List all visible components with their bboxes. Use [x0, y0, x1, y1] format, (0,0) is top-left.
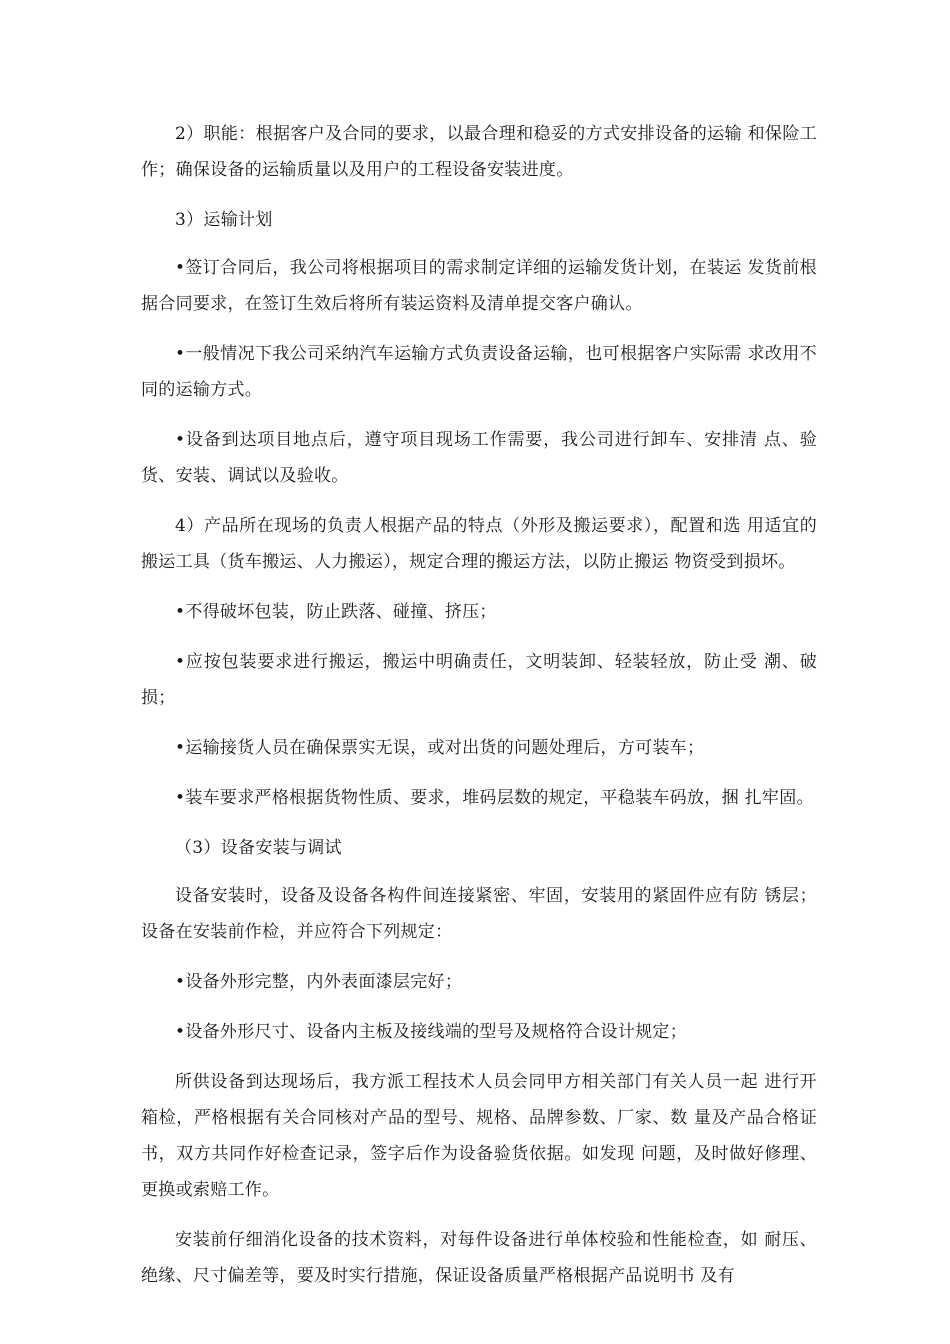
paragraph-pre-installation: 安装前仔细消化设备的技术资料，对每件设备进行单体校验和性能检查，如 耐压、绝缘、尺寸偏差等，要及时实行措施，保证设备质量严格根据产品说明书 及有	[141, 1230, 817, 1286]
paragraph-handling-tools: 4）产品所在现场的负责人根据产品的特点（外形及搬运要求），配置和选 用适宜的搬运工具（货车搬运、人力搬运），规定合理的搬运方法，以防止搬运 物资受到损坏。	[141, 516, 817, 572]
bullet-dimensions-spec: •设备外形尺寸、设备内主板及接线端的型号及规格符合设计规定；	[175, 1022, 688, 1042]
bullet-arrival-unloading: •设备到达项目地点后，遵守项目现场工作需要，我公司进行卸车、安排清 点、验货、安装、调试以及验收。	[141, 430, 817, 486]
bullet-contract-shipping-plan: •签订合同后，我公司将根据项目的需求制定详细的运输发货计划，在装运 发货前根据合同要求，在签订生效后将所有装运资料及清单提交客户确认。	[141, 258, 817, 314]
bullet-handling-requirements: •应按包装要求进行搬运，搬运中明确责任，文明装卸、轻装轻放，防止受 潮、破损；	[141, 652, 817, 708]
bullet-truck-transport: •一般情况下我公司采纳汽车运输方式负责设备运输，也可根据客户实际需 求改用不同的运输方式。	[141, 344, 817, 400]
heading-installation-debugging: （3）设备安装与调试	[175, 838, 342, 858]
heading-transport-plan: 3）运输计划	[175, 210, 273, 230]
bullet-no-damage-packaging: •不得破坏包装，防止跌落、碰撞、挤压；	[175, 602, 497, 622]
paragraph-unpacking-inspection: 所供设备到达现场后，我方派工程技术人员会同甲方相关部门有关人员一起 进行开箱检，严格根据有关合同核对产品的型号、规格、品牌参数、厂家、数 量及产品合格证书，双方共同作好检查记录，签字后作为设备验货依据。如发现 问题，及时做好修理、更换或索赔工作。	[141, 1072, 817, 1200]
paragraph-installation-rules: 设备安装时，设备及设备各构件间连接紧密、牢固，安装用的紧固件应有防 锈层；设备在安装前作检，并应符合下列规定：	[141, 886, 817, 942]
paragraph-function: 2）职能：根据客户及合同的要求，以最合理和稳妥的方式安排设备的运输 和保险工作；确保设备的运输质量以及用户的工程设备安装进度。	[141, 124, 817, 180]
bullet-loading-requirements: •装车要求严格根据货物性质、要求，堆码层数的规定，平稳装车码放，捆 扎牢固。	[175, 788, 814, 808]
bullet-appearance-intact: •设备外形完整，内外表面漆层完好；	[175, 972, 463, 992]
document-body	[141, 116, 817, 1308]
bullet-receiving-check: •运输接货人员在确保票实无误，或对出货的问题处理后，方可装车；	[175, 738, 705, 758]
